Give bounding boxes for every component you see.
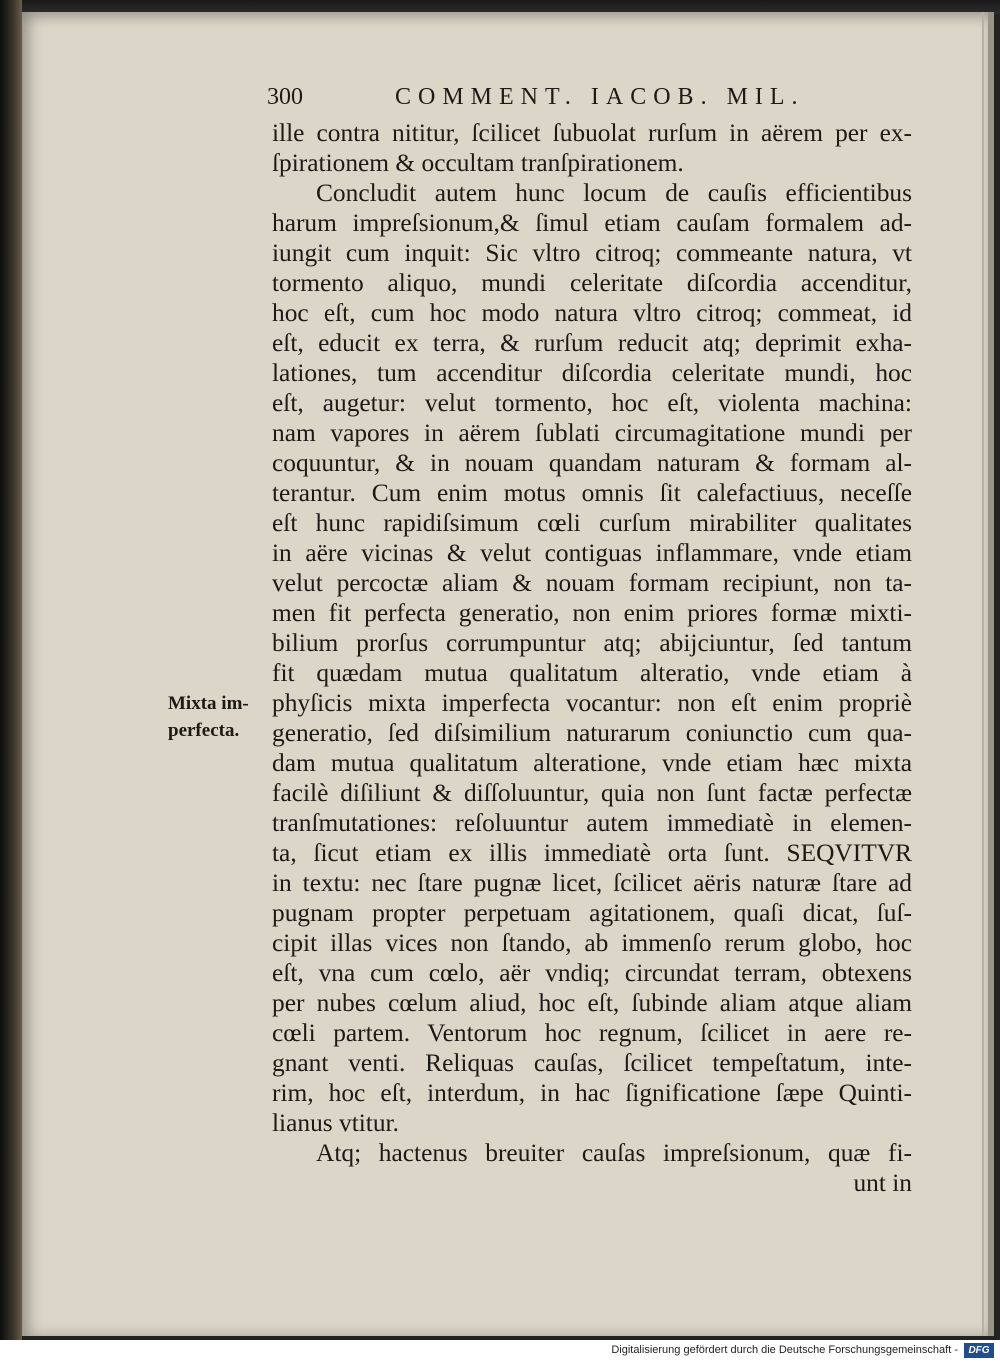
text-line: eſt, educit ex terra, & rurſum reducit atq; deprimit exha- xyxy=(272,329,912,357)
catchword: unt in xyxy=(853,1169,912,1197)
text-line: ille contra nititur, ſcilicet ſubuolat rurſum in aërem per ex- xyxy=(272,119,912,147)
text-line: pugnam propter perpetuam agitationem, quaſi dicat, ſuſ- xyxy=(272,899,912,927)
text-line: facilè diſiliunt & diſſoluuntur, quia non ſunt factæ perfectæ xyxy=(272,779,912,807)
text-line: velut percoctæ aliam & nouam formam recipiunt, non ta- xyxy=(272,569,912,597)
text-line: per nubes cœlum aliud, hoc eſt, ſubinde aliam atque aliam xyxy=(272,989,912,1017)
text-line: lationes, tum accenditur diſcordia celeritate mundi, hoc xyxy=(272,359,912,387)
text-line: Atq; hactenus breuiter cauſas impreſsionum, quæ fi- xyxy=(316,1139,912,1167)
marginal-note-line-1: Mixta im- xyxy=(168,693,249,714)
footer-bar xyxy=(0,1340,1000,1362)
text-line: cipit illas vices non ſtando, ab immenſo rerum globo, hoc xyxy=(272,929,912,957)
marginal-note-line-2: perfecta. xyxy=(168,720,240,741)
text-line: cœli partem. Ventorum hoc regnum, ſcilicet in aere re- xyxy=(272,1019,912,1047)
text-line: ta, ſicut etiam ex illis immediatè orta ſunt. SEQVITVR xyxy=(272,839,912,867)
text-line: eſt, augetur: velut tormento, hoc eſt, violenta machina: xyxy=(272,389,912,417)
text-line: rim, hoc eſt, interdum, in hac ſignificatione ſæpe Quinti- xyxy=(272,1079,912,1107)
text-line: terantur. Cum enim motus omnis ſit calefactiuus, neceſſe xyxy=(272,479,912,507)
text-line: phyſicis mixta imperfecta vocantur: non eſt enim propriè xyxy=(272,689,912,717)
running-head xyxy=(267,84,827,114)
page-number: 300 xyxy=(267,84,303,110)
text-line: dam mutua qualitatum alteratione, vnde etiam hæc mixta xyxy=(272,749,912,777)
main-text-block xyxy=(272,118,912,1198)
running-head-title: COMMENT. IACOB. MIL. xyxy=(395,84,805,110)
text-line: bilium prorſus corrumpuntur atq; abijciuntur, ſed tantum xyxy=(272,629,912,657)
text-line: eſt, vna cum cœlo, aër vndiq; circundat terram, obtexens xyxy=(272,959,912,987)
text-line: tranſmutationes: reſoluuntur autem immediatè in elemen- xyxy=(272,809,912,837)
text-line: iungit cum inquit: Sic vltro citroq; commeante natura, vt xyxy=(272,239,912,267)
text-line: in aëre vicinas & velut contiguas inflammare, vnde etiam xyxy=(272,539,912,567)
text-line: lianus vtitur. xyxy=(272,1109,399,1137)
text-line: coquuntur, & in nouam quandam naturam & formam al- xyxy=(272,449,912,477)
text-line: tormento aliquo, mundi celeritate diſcordia accenditur, xyxy=(272,269,912,297)
text-line: generatio, ſed diſsimilium naturarum coniunctio cum qua- xyxy=(272,719,912,747)
text-line: fit quædam mutua qualitatum alteratio, vnde etiam à xyxy=(272,659,912,687)
text-line: hoc eſt, cum hoc modo natura vltro citroq; commeat, id xyxy=(272,299,912,327)
digitization-credit: Digitalisierung gefördert durch die Deutsche Forschungsgemeinschaft - xyxy=(611,1344,958,1356)
text-line: Concludit autem hunc locum de cauſis efficientibus xyxy=(316,179,912,207)
text-line: nam vapores in aërem ſublati circumagitatione mundi per xyxy=(272,419,912,447)
text-line: eſt hunc rapidiſsimum cœli curſum mirabiliter qualitates xyxy=(272,509,912,537)
text-line: men fit perfecta generatio, non enim priores formæ mixti- xyxy=(272,599,912,627)
text-line: gnant venti. Reliquas cauſas, ſcilicet tempeſtatum, inte- xyxy=(272,1049,912,1077)
dfg-logo-icon: DFG xyxy=(964,1343,994,1358)
text-line: harum impreſsionum,& ſimul etiam cauſam formalem ad- xyxy=(272,209,912,237)
text-line: ſpirationem & occultam tranſpirationem. xyxy=(272,149,684,177)
marginal-note xyxy=(168,690,274,744)
page-edge-line xyxy=(982,12,984,1336)
text-line: in textu: nec ſtare pugnæ licet, ſcilicet aëris naturæ ſtare ad xyxy=(272,869,912,897)
book-gutter-edge xyxy=(0,0,22,1340)
